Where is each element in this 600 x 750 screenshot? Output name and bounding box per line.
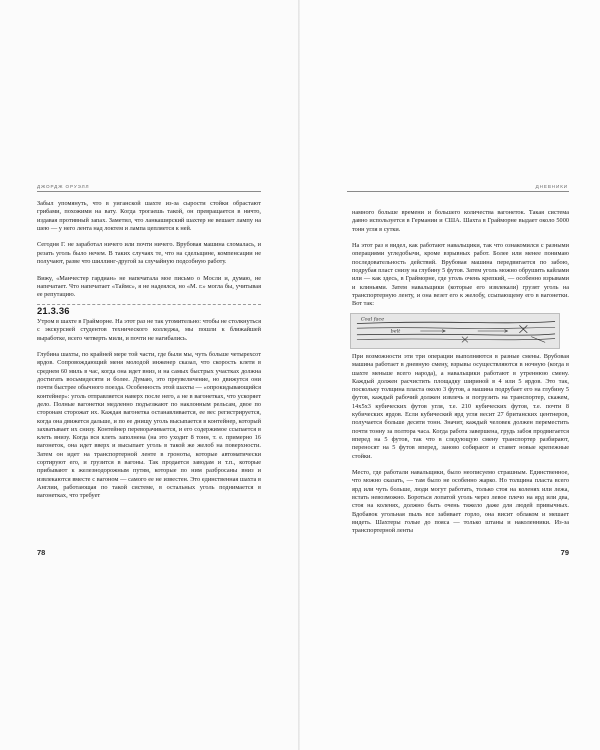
left-running-head: ДЖОРДЖ ОРУЭЛЛ (37, 184, 90, 189)
right-page-number: 79 (560, 548, 569, 557)
sketch-label-belt: belt (390, 329, 401, 335)
paragraph: намного больше времени и большего количества вагонеток. Такая система давно используется в Германии и США. Шахта в Грайморне выдает около 5000 тонн угля в сутки. (352, 209, 569, 233)
paragraph: При возможности эти три операции выполняются в разные смены. Врубовая машина работает в дневную смену, взрывы осуществляются в ночную (когда в шахте меньше всего народа), а навальщики работают в утреннюю смену. Каждый должен расчистить площадку шириной в 4 или 5 ярдов. Это так, поскольку толщина пласта около 3 футов, а машина подрубает его на глубину 5 футов, каждый рабочий должен извлечь и погрузить на транспортер, скажем, 14x5x3 кубических футов угля, т.е. 210 кубических футов, т.е. почти 8 кубических ярдов. Если кубический ярд угля весит 27 британских центнеров, получается больше десяти тонн. Значит, каждый человек должен переместить почти тонну за полтора часа. Когда работа завершена, грудь забоя продвигается вперед на 5 футов, так что в следующую смену транспортер разбирают, переносят на 5 футов вперед, заново собирают и ставят новые крепежные стойки. (352, 353, 569, 460)
paragraph: На этот раз я видел, как работают навальщики, так что ознакомился с разными операциями угледобычи, кроме взрывных работ. Более или менее понимаю последовательность действий. Врубовая машина передвигается по забою, подрубая пласт снизу на глубину 5 футов. Затем уголь можно обрушить кайлами или — как здесь, в Грайморне, где уголь очень крепкий, — особенно взрывами и клиньями. Затем навальщики (которые его извлекали) грузят уголь на транспортерную ленту, и она везет его к желобу, ссыпающему его в вагонетки. Вот так: (352, 242, 569, 308)
paragraph: Сегодня Г. не заработал ничего или почти ничего. Врубовая машина сломалась, и резать уголь было нечем. В таких случаях те, что на сдельщине, компенсации не получают, разве что шиллинг-другой за случайную подсобную работу. (37, 241, 261, 266)
left-header-rule (37, 191, 261, 192)
paragraph: Место, где работали навальщики, было неописуемо страшным. Единственное, что можно сказать, — там было не особенно жарко. Но толщина пласта всего ярд или чуть больше, люди могут работать, только стоя на коленях или лежа, встать невозможно. Бороться лопатой уголь через левое плечо на ярд или два, стоя на коленях, должно быть очень тяжело даже для людей привычных. Вдобавок угольная пыль все забивает горло, она висит облаком и мешает видеть. Шахтеры голые до пояса — только штаны и наколенники. Из-за транспортерной ленты (352, 469, 569, 535)
paragraph: Утром в шахте в Грайморне. На этот раз не так утомительно: чтобы не столкнуться с экскурсией студентов технического колледжа, мы пошли к ближайшей выработке, всего четверть мили, и почти не нагибались. (37, 318, 261, 342)
left-text-bottom (37, 318, 261, 509)
left-text-top (37, 200, 261, 308)
right-text-top (352, 209, 569, 317)
coal-face-sketch (350, 313, 560, 349)
section-divider (37, 304, 261, 305)
paragraph: Глубина шахты, по крайней мере той части, где были мы, чуть больше четырехсот ярдов. Сопровождающий меня молодой инженер сказал, что скорость клети в среднем 60 миль в час, когда она идет вниз, и на самых быстрых участках должна достигать восьмидесяти и более. Думаю, это преувеличение, но движутся они почти быстрее обычного поезда. Особенность этой шахты — «опрокидывающийся контейнер»: уголь отправляется наверх после него, а не в вагонетках, что ускоряет дело. Полные вагонетки медленно подъезжают по наклонным рельсам, двое по сторонам сторожат их. Каждая вагонетка останавливается, ее вес регистрируется, когда она движется дальше, и по ее днищу уголь высыпается в контейнер, который захватывает их снизу. Контейнер переворачивается, и его содержимое ссыпается в клеть внизу. Когда вся клеть заполнена (на это уходит 8 тонн, т. е. примерно 16 вагонеток, она идет вверх и высыпает уголь в такой же желоб на поверхности. Затем он идет на транспортерной ленте в гроноты, которые автоматически сортируют его, и грузится в вагоны. Так продается заводам и т.п., которые прибывают к железнодорожным путям, которые по ним разбросаны вниз и извлекаются вместе с вагоном — самого ее не известен. Это единственная шахта в Англии, работающая по такой системе, в остальных уголь поднимается в вагонетках, что требует (37, 351, 261, 500)
left-page-number: 78 (37, 548, 46, 557)
right-text-bottom (352, 353, 569, 544)
date-heading: 21.3.36 (37, 305, 70, 316)
sketch-label-coal-face: Coal face (360, 317, 385, 323)
paragraph: Забыл упомянуть, что в уиганской шахте из-за сырости стойки обрастают грибами, похожими на вату. Когда трогаешь такой, он превращается в ничто, издавая противный запах. Заметил, что ланкаширский шахтер не вешает лампу на шею — у него лента над локтем и лампа цепляется к ней. (37, 200, 261, 232)
right-header-rule (347, 191, 569, 192)
right-running-head: ДНЕВНИКИ (535, 184, 568, 189)
sketch-drawing (351, 314, 559, 348)
paragraph: Вижу, «Манчестер гардиан» не напечатала мое письмо о Мосли и, думаю, не напечатает. Что напечатает «Таймс», я не надеялся, но «М. г.» могла бы, учитывая ее репутацию. (37, 274, 261, 299)
right-page (300, 0, 600, 750)
